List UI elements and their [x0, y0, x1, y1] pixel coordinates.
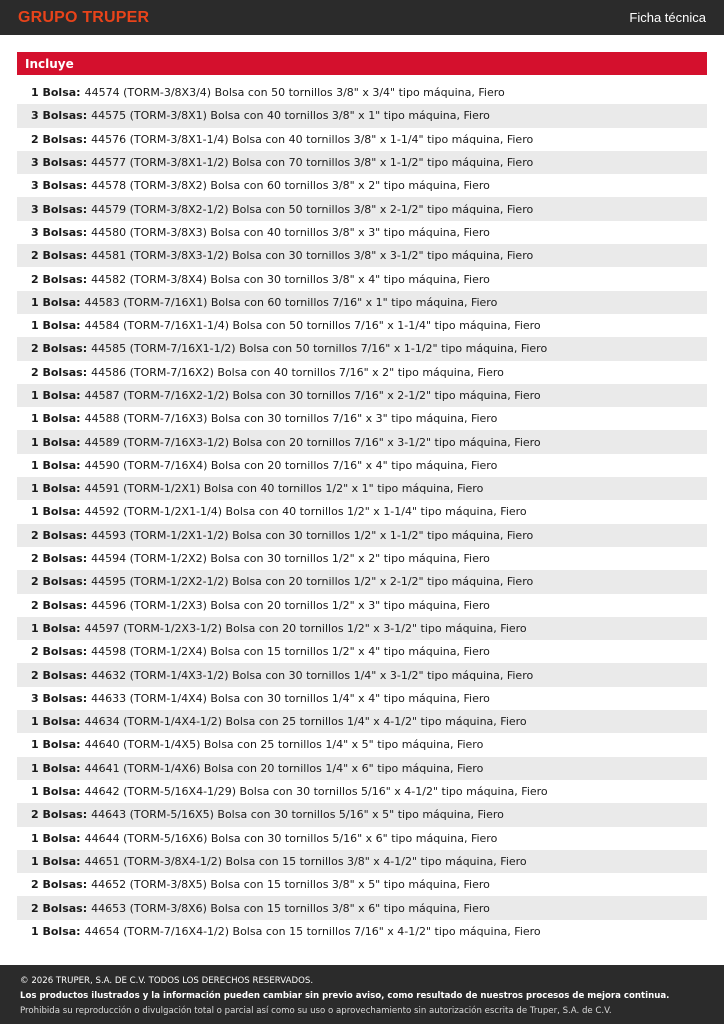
item-quantity: 1 Bolsa:	[31, 738, 81, 752]
list-item	[17, 81, 707, 104]
includes-section	[17, 52, 707, 943]
list-item	[17, 477, 707, 500]
list-item	[17, 896, 707, 919]
item-quantity: 2 Bolsas:	[31, 901, 88, 915]
item-description: 44584 (TORM-7/16X1-1/4) Bolsa con 50 tornillos 7/16" x 1-1/4" tipo máquina, Fiero	[84, 319, 541, 333]
item-description: 44653 (TORM-3/8X6) Bolsa con 15 tornillos 3/8" x 6" tipo máquina, Fiero	[91, 901, 490, 915]
item-quantity: 1 Bolsa:	[31, 621, 81, 635]
list-item	[17, 547, 707, 570]
includes-list	[17, 81, 707, 943]
footer-notice: Los productos ilustrados y la información pueden cambiar sin previo aviso, como resultado de nuestros procesos de mejora continua.	[20, 991, 670, 1001]
item-quantity: 1 Bolsa:	[31, 389, 81, 402]
list-item	[17, 244, 707, 267]
item-quantity: 3 Bolsas:	[31, 109, 88, 123]
list-item	[17, 780, 707, 803]
list-item	[17, 640, 707, 663]
list-item	[17, 920, 707, 943]
item-quantity: 3 Bolsas:	[31, 225, 88, 239]
item-description: 44590 (TORM-7/16X4) Bolsa con 20 tornillos 7/16" x 4" tipo máquina, Fiero	[84, 458, 498, 472]
footer-copyright: © 2026 TRUPER, S.A. DE C.V. TODOS LOS DERECHOS RESERVADOS.	[20, 976, 314, 986]
list-item	[17, 337, 707, 360]
item-description: 44597 (TORM-1/2X3-1/2) Bolsa con 20 tornillos 1/2" x 3-1/2" tipo máquina, Fiero	[84, 621, 527, 635]
item-quantity: 1 Bolsa:	[31, 761, 81, 775]
item-description: 44594 (TORM-1/2X2) Bolsa con 30 tornillos 1/2" x 2" tipo máquina, Fiero	[91, 552, 490, 566]
list-item	[17, 407, 707, 430]
list-item	[17, 267, 707, 290]
list-item	[17, 291, 707, 314]
item-description: 44589 (TORM-7/16X3-1/2) Bolsa con 20 tornillos 7/16" x 3-1/2" tipo máquina, Fiero	[84, 435, 541, 449]
item-quantity: 1 Bolsa:	[31, 924, 81, 938]
item-description: 44652 (TORM-3/8X5) Bolsa con 15 tornillos 3/8" x 5" tipo máquina, Fiero	[91, 878, 490, 892]
item-description: 44592 (TORM-1/2X1-1/4) Bolsa con 40 tornillos 1/2" x 1-1/4" tipo máquina, Fiero	[84, 505, 527, 519]
document-type-label: Ficha técnica	[629, 10, 706, 25]
item-quantity: 1 Bolsa:	[31, 86, 81, 100]
item-quantity: 1 Bolsa:	[31, 715, 81, 729]
item-quantity: 2 Bolsas:	[31, 528, 88, 542]
list-item	[17, 594, 707, 617]
item-description: 44575 (TORM-3/8X1) Bolsa con 40 tornillos 3/8" x 1" tipo máquina, Fiero	[91, 109, 490, 123]
item-description: 44644 (TORM-5/16X6) Bolsa con 30 tornillos 5/16" x 6" tipo máquina, Fiero	[84, 831, 498, 845]
item-quantity: 1 Bolsa:	[31, 295, 81, 309]
item-quantity: 2 Bolsas:	[31, 878, 88, 892]
item-quantity: 3 Bolsas:	[31, 691, 88, 705]
list-item	[17, 733, 707, 756]
footer-legal: Prohibida su reproducción o divulgación total o parcial así como su uso o aprovechamiento sin autorización escrita de Truper, S.A. de C.V.	[20, 1006, 612, 1016]
item-quantity: 2 Bolsas:	[31, 668, 88, 682]
item-description: 44651 (TORM-3/8X4-1/2) Bolsa con 15 tornillos 3/8" x 4-1/2" tipo máquina, Fiero	[84, 854, 527, 868]
list-item	[17, 663, 707, 686]
footer	[0, 965, 724, 1024]
item-description: 44642 (TORM-5/16X4-1/29) Bolsa con 30 tornillos 5/16" x 4-1/2" tipo máquina, Fiero	[84, 785, 548, 799]
item-quantity: 1 Bolsa:	[31, 831, 81, 845]
item-quantity: 1 Bolsa:	[31, 482, 81, 496]
item-description: 44587 (TORM-7/16X2-1/2) Bolsa con 30 tornillos 7/16" x 2-1/2" tipo máquina, Fiero	[84, 389, 541, 402]
item-quantity: 2 Bolsas:	[31, 342, 88, 356]
item-quantity: 1 Bolsa:	[31, 785, 81, 799]
item-description: 44582 (TORM-3/8X4) Bolsa con 30 tornillos 3/8" x 4" tipo máquina, Fiero	[91, 272, 490, 286]
item-quantity: 3 Bolsas:	[31, 202, 88, 216]
list-item	[17, 454, 707, 477]
item-description: 44586 (TORM-7/16X2) Bolsa con 40 tornillos 7/16" x 2" tipo máquina, Fiero	[91, 365, 504, 379]
item-description: 44643 (TORM-5/16X5) Bolsa con 30 tornillos 5/16" x 5" tipo máquina, Fiero	[91, 808, 504, 822]
item-description: 44585 (TORM-7/16X1-1/2) Bolsa con 50 tornillos 7/16" x 1-1/2" tipo máquina, Fiero	[91, 342, 548, 356]
top-bar	[0, 0, 724, 35]
item-description: 44641 (TORM-1/4X6) Bolsa con 20 tornillos 1/4" x 6" tipo máquina, Fiero	[84, 761, 484, 775]
item-description: 44591 (TORM-1/2X1) Bolsa con 40 tornillos 1/2" x 1" tipo máquina, Fiero	[84, 482, 484, 496]
list-item	[17, 151, 707, 174]
list-item	[17, 570, 707, 593]
list-item	[17, 850, 707, 873]
item-quantity: 2 Bolsas:	[31, 249, 88, 263]
item-description: 44588 (TORM-7/16X3) Bolsa con 30 tornillos 7/16" x 3" tipo máquina, Fiero	[84, 412, 498, 426]
list-item	[17, 174, 707, 197]
item-quantity: 2 Bolsas:	[31, 365, 88, 379]
item-description: 44640 (TORM-1/4X5) Bolsa con 25 tornillos 1/4" x 5" tipo máquina, Fiero	[84, 738, 484, 752]
list-item	[17, 128, 707, 151]
item-description: 44654 (TORM-7/16X4-1/2) Bolsa con 15 tornillos 7/16" x 4-1/2" tipo máquina, Fiero	[84, 924, 541, 938]
item-description: 44576 (TORM-3/8X1-1/4) Bolsa con 40 tornillos 3/8" x 1-1/4" tipo máquina, Fiero	[91, 132, 534, 146]
list-item	[17, 873, 707, 896]
item-description: 44596 (TORM-1/2X3) Bolsa con 20 tornillos 1/2" x 3" tipo máquina, Fiero	[91, 598, 490, 612]
list-item	[17, 384, 707, 407]
item-description: 44577 (TORM-3/8X1-1/2) Bolsa con 70 tornillos 3/8" x 1-1/2" tipo máquina, Fiero	[91, 156, 534, 170]
item-description: 44633 (TORM-1/4X4) Bolsa con 30 tornillos 1/4" x 4" tipo máquina, Fiero	[91, 691, 490, 705]
item-quantity: 2 Bolsas:	[31, 575, 88, 589]
list-item	[17, 803, 707, 826]
item-description: 44598 (TORM-1/2X4) Bolsa con 15 tornillos 1/2" x 4" tipo máquina, Fiero	[91, 645, 490, 659]
list-item	[17, 314, 707, 337]
item-quantity: 1 Bolsa:	[31, 435, 81, 449]
item-description: 44634 (TORM-1/4X4-1/2) Bolsa con 25 tornillos 1/4" x 4-1/2" tipo máquina, Fiero	[84, 715, 527, 729]
list-item	[17, 197, 707, 220]
list-item	[17, 221, 707, 244]
item-description: 44574 (TORM-3/8X3/4) Bolsa con 50 tornillos 3/8" x 3/4" tipo máquina, Fiero	[84, 86, 505, 100]
item-quantity: 1 Bolsa:	[31, 319, 81, 333]
list-item	[17, 361, 707, 384]
list-item	[17, 827, 707, 850]
item-quantity: 2 Bolsas:	[31, 132, 88, 146]
item-description: 44583 (TORM-7/16X1) Bolsa con 60 tornillos 7/16" x 1" tipo máquina, Fiero	[84, 295, 498, 309]
list-item	[17, 687, 707, 710]
item-quantity: 3 Bolsas:	[31, 156, 88, 170]
item-description: 44579 (TORM-3/8X2-1/2) Bolsa con 50 tornillos 3/8" x 2-1/2" tipo máquina, Fiero	[91, 202, 534, 216]
list-item	[17, 710, 707, 733]
item-quantity: 2 Bolsas:	[31, 272, 88, 286]
item-description: 44581 (TORM-3/8X3-1/2) Bolsa con 30 tornillos 3/8" x 3-1/2" tipo máquina, Fiero	[91, 249, 534, 263]
item-description: 44578 (TORM-3/8X2) Bolsa con 60 tornillos 3/8" x 2" tipo máquina, Fiero	[91, 179, 490, 193]
brand-logo: GRUPO TRUPER	[18, 8, 150, 26]
list-item	[17, 430, 707, 453]
item-quantity: 1 Bolsa:	[31, 505, 81, 519]
list-item	[17, 524, 707, 547]
item-quantity: 2 Bolsas:	[31, 645, 88, 659]
item-quantity: 1 Bolsa:	[31, 854, 81, 868]
item-quantity: 2 Bolsas:	[31, 808, 88, 822]
item-quantity: 2 Bolsas:	[31, 552, 88, 566]
item-quantity: 3 Bolsas:	[31, 179, 88, 193]
item-description: 44632 (TORM-1/4X3-1/2) Bolsa con 30 tornillos 1/4" x 3-1/2" tipo máquina, Fiero	[91, 668, 534, 682]
item-description: 44595 (TORM-1/2X2-1/2) Bolsa con 20 tornillos 1/2" x 2-1/2" tipo máquina, Fiero	[91, 575, 534, 589]
section-title: Incluye	[17, 52, 707, 75]
item-description: 44593 (TORM-1/2X1-1/2) Bolsa con 30 tornillos 1/2" x 1-1/2" tipo máquina, Fiero	[91, 528, 534, 542]
list-item	[17, 757, 707, 780]
list-item	[17, 617, 707, 640]
item-quantity: 1 Bolsa:	[31, 458, 81, 472]
item-description: 44580 (TORM-3/8X3) Bolsa con 40 tornillos 3/8" x 3" tipo máquina, Fiero	[91, 225, 490, 239]
list-item	[17, 500, 707, 523]
list-item	[17, 104, 707, 127]
item-quantity: 1 Bolsa:	[31, 412, 81, 426]
item-quantity: 2 Bolsas:	[31, 598, 88, 612]
